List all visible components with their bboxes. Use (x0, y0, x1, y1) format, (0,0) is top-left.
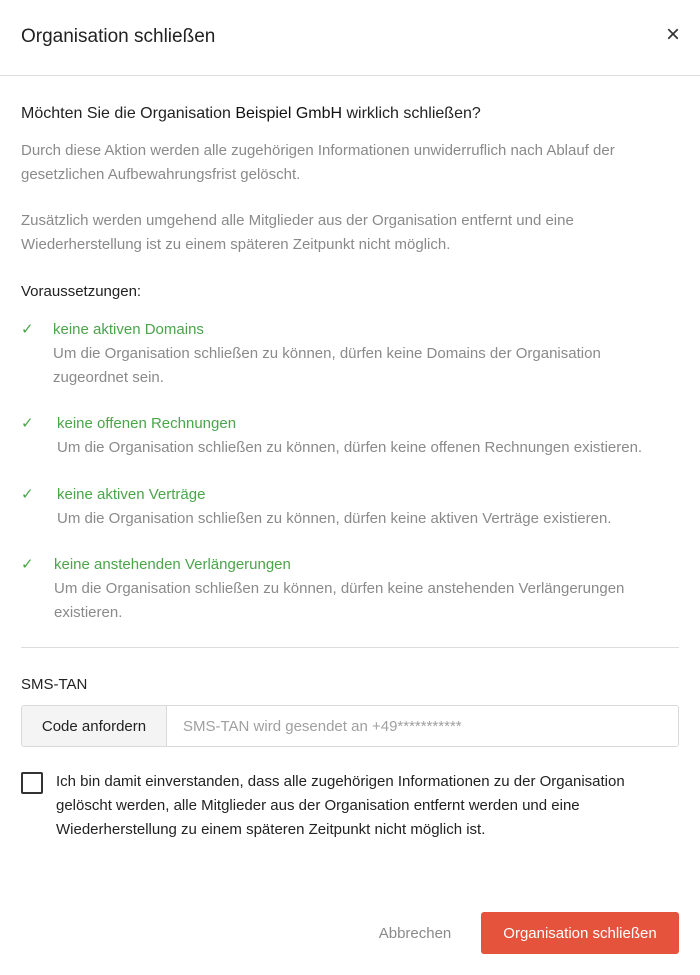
check-icon: ✓ (21, 486, 34, 503)
info-paragraph-members: Zusätzlich werden umgehend alle Mitglieder aus der Organisation entfernt und eine Wiederherstellung ist zu einem späteren Zeitpunkt nicht möglich. (21, 212, 574, 253)
section-divider (21, 647, 679, 648)
close-icon[interactable]: × (665, 21, 680, 48)
question-suffix: wirklich schließen? (342, 105, 481, 122)
prerequisites-label: Voraussetzungen: (21, 283, 142, 300)
consent-text: Ich bin damit einverstanden, dass alle zugehörigen Informationen zu der Organisation gelöscht werden, alle Mitglieder aus der Organisation entfernt werden und eine Wiederherstellung zu einem späteren Zeitpunkt nicht möglich ist. (56, 773, 625, 838)
prerequisite-description: Um die Organisation schließen zu können, dürfen keine offenen Rechnungen existieren. (57, 439, 643, 456)
dialog-header (0, 0, 700, 76)
check-icon: ✓ (21, 321, 34, 338)
prerequisite-title: keine anstehenden Verlängerungen (54, 556, 291, 573)
sms-tan-group (21, 705, 679, 747)
organisation-name: Beispiel GmbH (235, 105, 343, 122)
consent-checkbox[interactable] (21, 772, 43, 794)
sms-tan-label: SMS-TAN (21, 676, 88, 693)
info-paragraph-deletion: Durch diese Aktion werden alle zugehörigen Informationen unwiderruflich nach Ablauf der gesetzlichen Aufbewahrungsfrist gelöscht. (21, 142, 615, 183)
prerequisite-title: keine aktiven Verträge (57, 486, 206, 503)
prerequisite-title: keine aktiven Domains (53, 321, 204, 338)
prerequisite-description: Um die Organisation schließen zu können, dürfen keine aktiven Verträge existieren. (57, 510, 612, 527)
sms-tan-input[interactable] (167, 706, 678, 746)
close-organisation-button[interactable]: Organisation schließen (481, 912, 679, 954)
check-icon: ✓ (21, 415, 34, 432)
prerequisite-description: Um die Organisation schließen zu können, dürfen keine anstehenden Verlängerungen existieren. (54, 580, 625, 621)
check-icon: ✓ (21, 556, 34, 573)
question-prefix: Möchten Sie die Organisation (21, 105, 236, 122)
prerequisite-description: Um die Organisation schließen zu können, dürfen keine Domains der Organisation zugeordnet sein. (53, 345, 601, 386)
request-code-button[interactable]: Code anfordern (22, 706, 167, 746)
dialog-title: Organisation schließen (21, 26, 216, 47)
confirmation-question (21, 105, 481, 123)
cancel-button[interactable]: Abbrechen (356, 912, 474, 954)
prerequisite-title: keine offenen Rechnungen (57, 415, 237, 432)
